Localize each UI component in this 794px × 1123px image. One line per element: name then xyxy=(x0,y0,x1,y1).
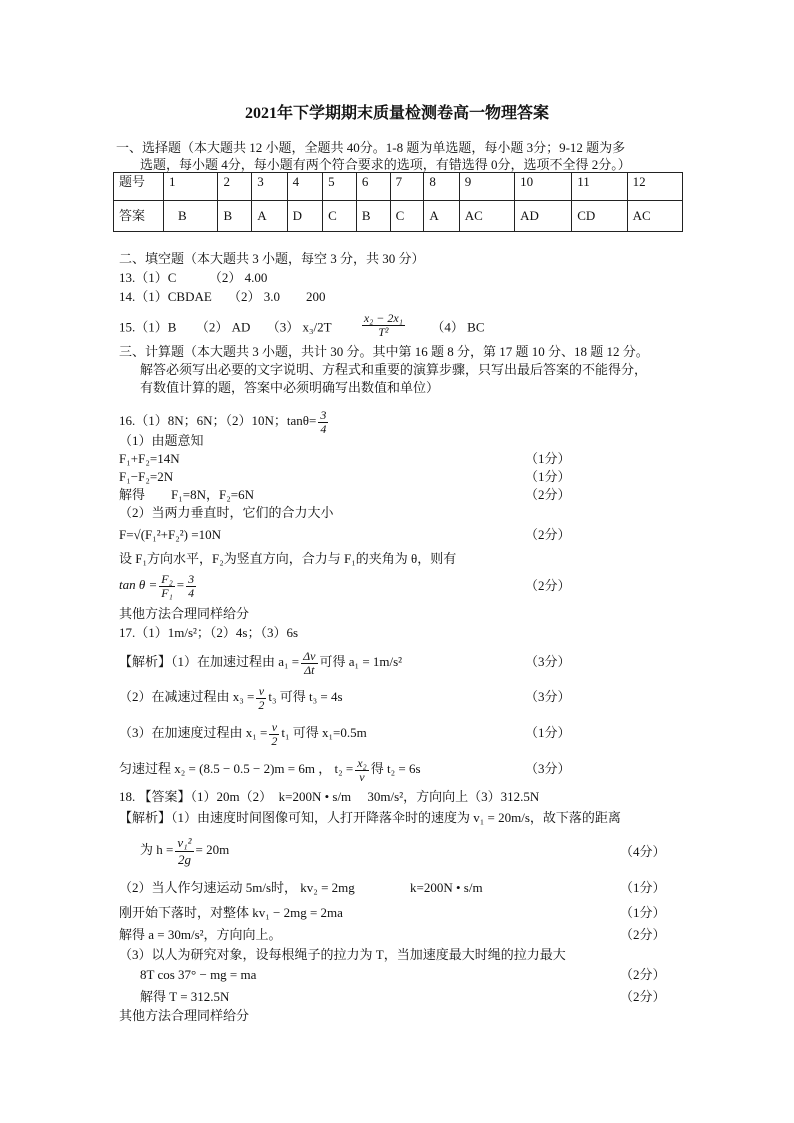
q17-score: （3分） xyxy=(525,654,571,669)
q16-summary xyxy=(119,408,330,436)
frac-den: 2 xyxy=(271,733,278,748)
q16-score: （2分） xyxy=(525,578,571,593)
q15-answer xyxy=(119,311,485,342)
frac-den: v xyxy=(359,769,365,784)
frac-num: x₂ xyxy=(357,755,367,770)
q17-line2 xyxy=(119,682,343,712)
q13-answer: 13.（1）C （2） 4.00 xyxy=(119,270,268,285)
q17-score: （3分） xyxy=(525,761,571,776)
table-cell-number: 7 xyxy=(390,173,424,201)
section2-heading: 二、填空题（本大题共 3 小题，每空 3 分，共 30 分） xyxy=(119,251,425,266)
q18-text: 为 h = xyxy=(140,842,174,857)
frac-den: 4 xyxy=(320,421,327,436)
table-cell-answer: AC xyxy=(627,201,682,232)
q16-line6: F=√(F₁²+F₂²) =10N xyxy=(119,527,221,542)
q18-fraction xyxy=(175,835,193,868)
q18-score: （2分） xyxy=(620,989,666,1004)
table-cell-number: 4 xyxy=(287,173,322,201)
table-cell-number: 2 xyxy=(218,173,252,201)
q18-summary: 18. 【答案】（1）20m（2） k=200N • s/m 30m/s²，方向向上（3）312.5N xyxy=(119,789,540,804)
q18-line3: （2）当人作匀速运动 5m/s时， kv₂ = 2mg k=200N • s/m xyxy=(119,880,483,895)
q15-frac-den: T² xyxy=(378,325,389,339)
frac-den: Δt xyxy=(304,662,315,677)
q16-line7: 设 F₁方向水平，F₂为竖直方向，合力与 F₁的夹角为 θ，则有 xyxy=(119,551,457,566)
section1-heading-line2: 选题，每小题 4分，每小题有两个符合要求的选项，有错选得 0分，选项不全得 2分。） xyxy=(140,157,631,172)
frac-num: v₁² xyxy=(177,834,192,850)
q16-tan: tan θ = xyxy=(119,577,158,592)
q16-line9: 其他方法合理同样给分 xyxy=(119,606,250,621)
table-cell-answer: AD xyxy=(515,201,572,232)
q16-line2: F₁+F₂=14N xyxy=(119,451,180,466)
section3-heading-line2: 解答必须写出必要的文字说明、方程式和重要的演算步骤，只写出最后答案的不能得分， xyxy=(140,362,648,377)
q16-line3: F₁−F₂=2N xyxy=(119,469,174,484)
q17-fraction xyxy=(256,685,266,712)
q16-line8 xyxy=(119,570,198,600)
frac-num: F₂ xyxy=(161,571,173,586)
frac-num: Δv xyxy=(303,648,316,663)
q17-fraction xyxy=(269,721,279,748)
q17-score: （1分） xyxy=(525,725,571,740)
q17-text: （2）在减速过程由 x₃ = xyxy=(119,689,255,704)
q17-summary: 17.（1）1m/s²；（2）4s；（3）6s xyxy=(119,625,299,640)
table-cell-answer: A xyxy=(252,201,287,232)
q18-score: （1分） xyxy=(620,880,666,895)
frac-den: 2g xyxy=(177,851,191,867)
table-row-numbers xyxy=(114,173,683,201)
q14-answer: 14.（1）CBDAE （2） 3.0 200 xyxy=(119,289,326,304)
table-cell-answer: B xyxy=(218,201,252,232)
table-cell-number: 9 xyxy=(459,173,514,201)
q17-fraction xyxy=(355,757,369,784)
q17-line3 xyxy=(119,718,367,748)
table-cell-answer: C xyxy=(323,201,357,232)
q15-fraction xyxy=(362,312,405,339)
q18-line2 xyxy=(140,830,229,870)
q17-text: 【解析】（1）在加速过程由 a₁ = xyxy=(119,654,300,669)
q17-score: （3分） xyxy=(525,689,571,704)
q18-score: （2分） xyxy=(620,927,666,942)
q15-part1: 15.（1）B （2） AD （3） x₃/2T xyxy=(119,319,332,335)
q18-line6: （3）以人为研究对象，设每根绳子的拉力为 T，当加速度最大时绳的拉力最大 xyxy=(119,947,566,962)
q18-line9: 其他方法合理同样给分 xyxy=(119,1008,250,1023)
table-header-cell: 题号 xyxy=(114,173,164,201)
q15-frac-num: x₂ − 2x₁ xyxy=(363,311,403,325)
q16-score: （2分） xyxy=(525,527,571,542)
q16-line4: 解得 F₁=8N，F₂=6N xyxy=(119,487,254,502)
q17-text: t₁ 可得 x₁=0.5m xyxy=(281,725,367,740)
q17-line1 xyxy=(119,647,402,677)
table-cell-number: 3 xyxy=(252,173,287,201)
q17-line4 xyxy=(119,754,421,784)
q17-text: 得 t₂ = 6s xyxy=(370,761,421,776)
frac-num: v xyxy=(269,721,279,735)
q17-text: 可得 a₁ = 1m/s² xyxy=(319,654,403,669)
table-cell-number: 10 xyxy=(515,173,572,201)
q16-score: （1分） xyxy=(525,451,571,466)
frac-num: v xyxy=(256,685,266,699)
frac-den: 4 xyxy=(188,585,195,600)
q16-line1: （1）由题意知 xyxy=(119,433,204,448)
section3-heading-line3: 有数值计算的题，答案中必须明确写出数值和单位） xyxy=(140,380,440,395)
table-header-cell: 答案 xyxy=(114,201,164,232)
table-cell-answer: A xyxy=(424,201,459,232)
q16-score: （1分） xyxy=(525,469,571,484)
q18-score: （1分） xyxy=(620,905,666,920)
table-cell-answer: CD xyxy=(572,201,627,232)
q18-line1: 【解析】（1）由速度时间图像可知，人打开降落伞时的速度为 v₁ = 20m/s，故下落的距离 xyxy=(119,810,621,825)
section3-heading-line1: 三、计算题（本大题共 3 小题，共计 30 分。其中第 16 题 8 分，第 17 题 10 分、18 题 12 分。 xyxy=(119,344,649,359)
q15-part4: （4） BC xyxy=(431,319,485,335)
q16-summary-text: 16.（1）8N；6N；（2）10N；tanθ= xyxy=(119,413,317,428)
table-cell-answer: B xyxy=(164,201,218,232)
q17-text: （3）在加速度过程由 x₁ = xyxy=(119,725,268,740)
page-title: 2021年下学期期末质量检测卷高一物理答案 xyxy=(244,105,549,122)
q17-fraction xyxy=(301,650,317,677)
q18-score: （2分） xyxy=(620,967,666,982)
table-cell-answer: B xyxy=(356,201,390,232)
answer-table xyxy=(113,172,683,232)
q18-line8: 解得 T = 312.5N xyxy=(140,989,230,1004)
q17-text: t₃ 可得 t₃ = 4s xyxy=(268,689,343,704)
q16-fraction xyxy=(159,573,175,600)
equals: = xyxy=(176,577,185,592)
frac-num: 3 xyxy=(320,407,327,422)
q16-score: （2分） xyxy=(525,487,571,502)
frac-num: 3 xyxy=(188,571,195,586)
q18-line4: 刚开始下落时，对整体 kv₁ − 2mg = 2ma xyxy=(119,905,343,920)
q16-summary-fraction xyxy=(318,409,328,436)
table-cell-answer: AC xyxy=(459,201,514,232)
table-cell-number: 11 xyxy=(572,173,627,201)
table-cell-number: 1 xyxy=(164,173,218,201)
q18-line7: 8T cos 37° − mg = ma xyxy=(140,967,257,982)
table-cell-answer: C xyxy=(390,201,424,232)
table-cell-answer: D xyxy=(287,201,322,232)
table-cell-number: 5 xyxy=(323,173,357,201)
frac-den: F₁ xyxy=(161,585,173,600)
table-cell-number: 8 xyxy=(424,173,459,201)
q16-fraction xyxy=(186,573,196,600)
q18-text: = 20m xyxy=(195,842,230,857)
q18-score: （4分） xyxy=(620,844,666,859)
q17-text: 匀速过程 x₂ = (8.5 − 0.5 − 2)m = 6m ， t₂ = xyxy=(119,761,354,776)
q18-line5: 解得 a = 30m/s²，方向向上。 xyxy=(119,927,282,942)
frac-den: 2 xyxy=(258,697,265,712)
table-cell-number: 6 xyxy=(356,173,390,201)
q16-line5: （2）当两力垂直时，它们的合力大小 xyxy=(119,505,334,520)
table-row-answers xyxy=(114,201,683,232)
table-cell-number: 12 xyxy=(627,173,682,201)
section1-heading-line1: 一、选择题（本大题共 12 小题，全题共 40分。1-8 题为单选题，每小题 3分；9-12 题为多 xyxy=(116,140,626,155)
